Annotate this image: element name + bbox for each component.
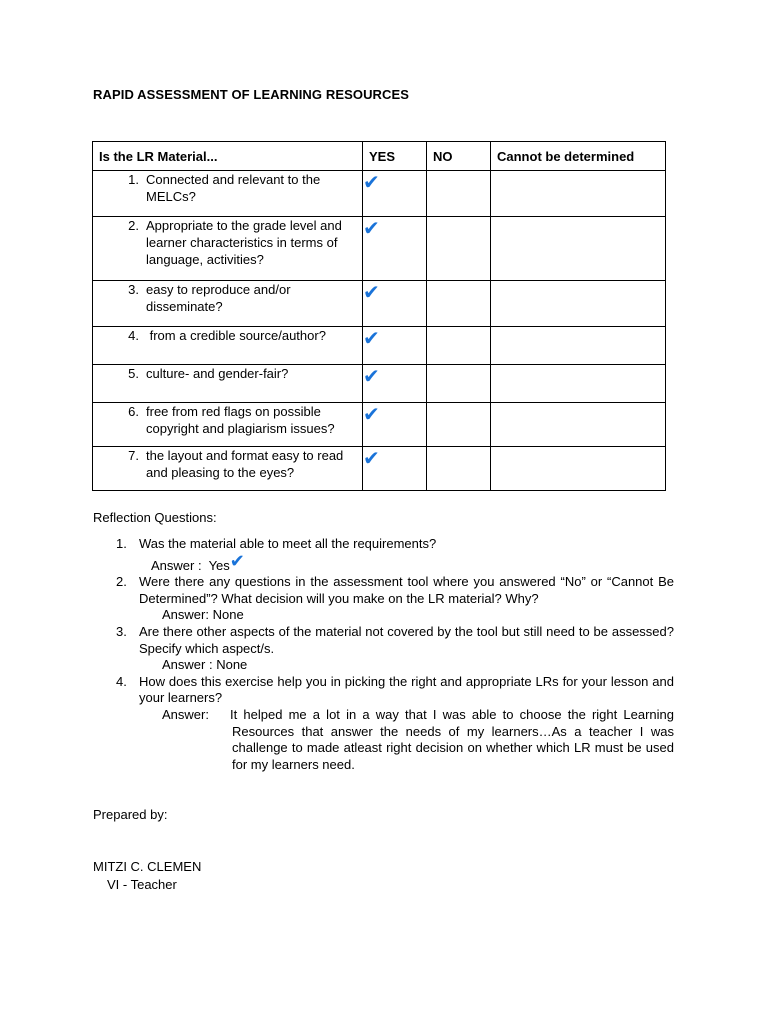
item-text: Appropriate to the grade level and learner characteristics in terms of language, activities? (146, 218, 342, 267)
cannot-determine-cell (491, 171, 666, 217)
cannot-determine-cell (491, 281, 666, 327)
check-icon: ✔ (363, 280, 380, 304)
answer-label: Answer : (162, 657, 213, 673)
answer-1 (93, 550, 674, 575)
answer-label: Answer: (162, 607, 209, 623)
question-text: Were there any questions in the assessment tool where you answered “No” or “Cannot Be Determined”? What decision will you make on the LR material? Why? (139, 574, 674, 606)
question-text: Are there other aspects of the material not covered by the tool but still need to be assessed? Specify which aspect/s. (139, 623, 674, 656)
header-no: NO (427, 142, 491, 171)
answer-label: Answer : (151, 557, 202, 573)
item-text: the layout and format easy to read and pleasing to the eyes? (146, 448, 344, 480)
prepared-by-label: Prepared by: (93, 807, 168, 822)
answer-text: It helped me a lot in a way that I was able to choose the right Learning Resources that answer the needs of my learners…As a teacher I was challenge to made atleast right decision on whether which LR must be used for my learners need. (230, 706, 674, 772)
header-yes: YES (363, 142, 427, 171)
preparer-role: VI - Teacher (107, 877, 177, 892)
item-number: 2. (128, 218, 139, 233)
question-4: 4. How does this exercise help you in picking the right and appropriate LRs for your lesson and your learners? (116, 673, 674, 706)
item-number: 6. (128, 404, 139, 419)
cannot-determine-cell (491, 403, 666, 447)
table-row (93, 447, 666, 491)
check-icon: ✔ (363, 170, 380, 194)
table-row (93, 327, 666, 365)
cannot-determine-cell (491, 327, 666, 365)
document-title: RAPID ASSESSMENT OF LEARNING RESOURCES (93, 87, 410, 102)
reflection-title: Reflection Questions: (93, 510, 217, 525)
header-criteria: Is the LR Material... (93, 142, 363, 171)
no-cell (427, 171, 491, 217)
item-number: 1. (128, 172, 139, 187)
answer-3 (93, 657, 674, 674)
check-icon: ✔ (363, 402, 380, 426)
question-1: 1. Was the material able to meet all the requirements? (93, 536, 674, 553)
table-row (93, 403, 666, 447)
question-3: 3. Are there other aspects of the material not covered by the tool but still need to be assessed? Specify which aspect/s. (116, 623, 674, 656)
header-cannot-determine: Cannot be determined (491, 142, 666, 171)
check-icon: ✔ (363, 216, 380, 240)
no-cell (427, 281, 491, 327)
table-row (93, 281, 666, 327)
assessment-table (92, 141, 666, 491)
item-number: 5. (128, 366, 139, 381)
no-cell (427, 403, 491, 447)
answer-text: None (212, 607, 244, 623)
preparer-name: MITZI C. CLEMEN (93, 859, 202, 874)
answer-4 (93, 707, 674, 773)
cannot-determine-cell (491, 447, 666, 491)
no-cell (427, 365, 491, 403)
answer-text: None (216, 657, 248, 673)
no-cell (427, 327, 491, 365)
cannot-determine-cell (491, 217, 666, 281)
check-icon: ✔ (363, 364, 380, 388)
item-text: easy to reproduce and/or disseminate? (146, 282, 291, 314)
item-number: 3. (128, 282, 139, 297)
item-text: Connected and relevant to the MELCs? (146, 172, 321, 204)
check-icon: ✔ (363, 326, 380, 350)
reflection-questions (93, 536, 674, 773)
answer-2 (93, 607, 674, 624)
question-2: 2. Were there any questions in the assessment tool where you answered “No” or “Cannot Be Determined”? What decision will you make on the LR material? Why? (116, 574, 674, 606)
check-icon: ✔ (363, 446, 380, 470)
no-cell (427, 447, 491, 491)
table-header-row (93, 142, 666, 171)
table-row (93, 217, 666, 281)
question-text: Was the material able to meet all the requirements? (139, 536, 437, 551)
item-text: from a credible source/author? (146, 328, 326, 343)
item-number: 7. (128, 448, 139, 463)
item-number: 4. (128, 328, 139, 343)
no-cell (427, 217, 491, 281)
question-text: How does this exercise help you in picking the right and appropriate LRs for your lesson and your learners? (139, 673, 674, 706)
item-text: free from red flags on possible copyright and plagiarism issues? (146, 404, 335, 436)
answer-text: Yes (208, 557, 230, 573)
table-row (93, 171, 666, 217)
item-text: culture- and gender-fair? (146, 366, 289, 381)
cannot-determine-cell (491, 365, 666, 403)
check-icon: ✔ (229, 550, 245, 572)
table-row (93, 365, 666, 403)
answer-label: Answer: (162, 706, 209, 722)
